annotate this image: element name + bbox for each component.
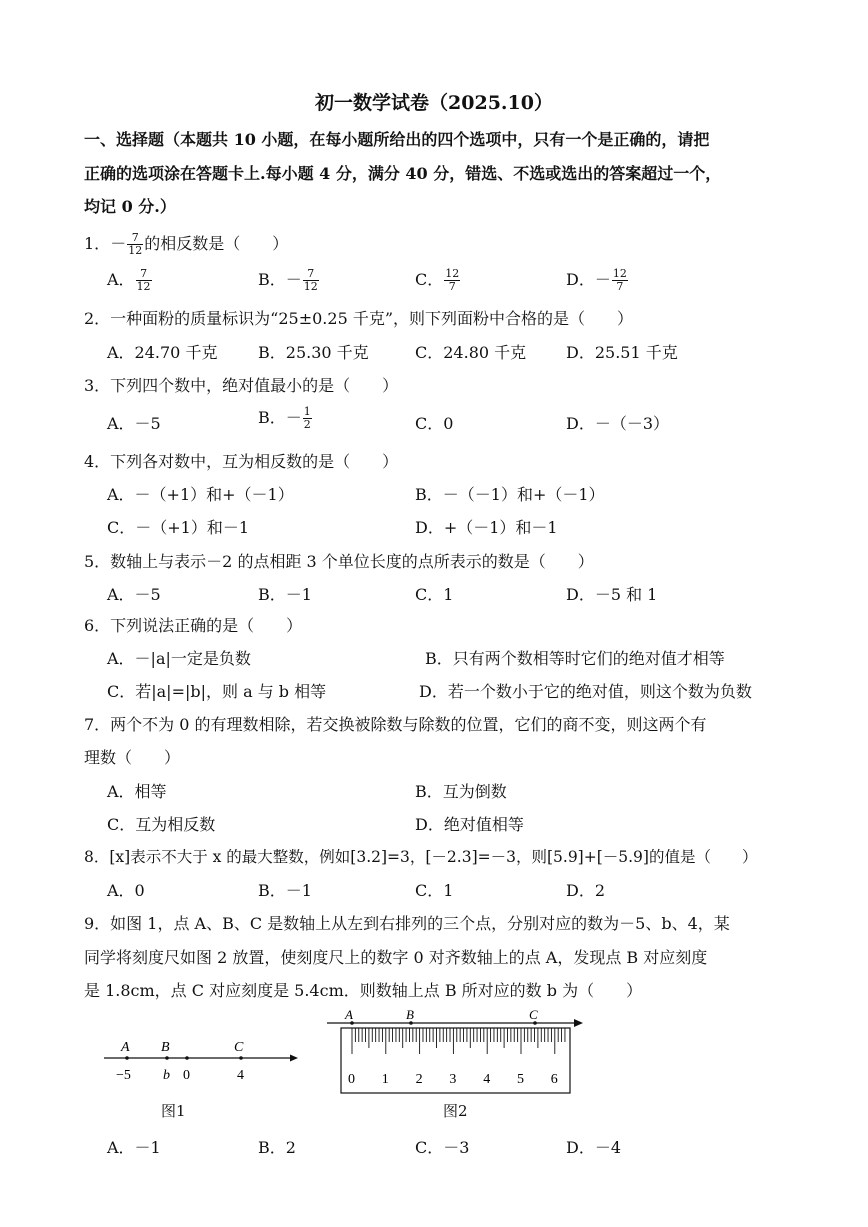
q1-option-c[interactable]	[415, 267, 461, 293]
fraction-numerator: 7	[127, 232, 143, 245]
q6-option-b[interactable]: B．只有两个数相等时它们的绝对值才相等	[425, 649, 725, 668]
q9-option-b[interactable]: B．2	[258, 1138, 296, 1157]
q2-option-d[interactable]: D．25.51 千克	[566, 343, 678, 362]
q5-option-d[interactable]: D．－5 和 1	[566, 585, 658, 604]
option-label: D．－	[566, 270, 611, 289]
question-3-stem: 3．下列四个数中，绝对值最小的是（ ）	[84, 376, 399, 395]
q6-option-c[interactable]: C．若|a|=|b|，则 a 与 b 相等	[107, 682, 327, 701]
point-b-dot	[165, 1056, 169, 1060]
option-label: A．	[107, 270, 135, 289]
q7-option-d[interactable]: D．绝对值相等	[415, 815, 524, 834]
option-fraction	[612, 268, 628, 293]
figure-1-caption: 图1	[161, 1102, 186, 1120]
q7-option-c[interactable]: C．互为相反数	[107, 815, 216, 834]
q3-option-a[interactable]: A．－5	[107, 414, 161, 433]
point-a-label: A	[345, 1007, 353, 1022]
q9-option-c[interactable]: C．－3	[415, 1138, 470, 1157]
ruler-label: 1	[381, 1072, 389, 1087]
ruler-ticks	[352, 1028, 565, 1054]
ruler-label: 3	[449, 1072, 457, 1087]
figure-2-ruler	[325, 1007, 595, 1099]
question-4-stem: 4．下列各对数中，互为相反数的是（ ）	[84, 452, 399, 471]
fraction-denominator: 12	[136, 280, 151, 293]
point-a-dot	[125, 1056, 129, 1060]
question-6-stem: 6．下列说法正确的是（ ）	[84, 616, 303, 635]
value-b-label: b	[163, 1068, 170, 1083]
stem-sign: －	[110, 234, 127, 253]
q4-option-b[interactable]: B．－（－1）和+（－1）	[415, 485, 605, 504]
point-b-label: B	[406, 1007, 414, 1022]
option-label: B．－	[258, 270, 302, 289]
q1-option-a[interactable]	[107, 267, 153, 293]
fraction-denominator: 2	[303, 418, 311, 431]
fraction-numerator: 7	[136, 268, 152, 281]
q3-option-c[interactable]: C．0	[415, 414, 454, 433]
q4-option-a[interactable]: A．－（+1）和+（－1）	[107, 485, 294, 504]
q3-option-b[interactable]	[258, 405, 313, 431]
fraction-numerator: 7	[303, 268, 319, 281]
question-9-stem-line3: 是 1.8cm，点 C 对应刻度是 5.4cm．则数轴上点 B 所对应的数 b 为（ ）	[84, 981, 643, 1000]
q7-option-b[interactable]: B．互为倒数	[415, 782, 507, 801]
point-a-label: A	[121, 1040, 130, 1055]
ruler-label: 5	[517, 1072, 524, 1087]
option-fraction	[444, 268, 460, 293]
q6-option-d[interactable]: D．若一个数小于它的绝对值，则这个数为负数	[419, 682, 752, 701]
q5-option-a[interactable]: A．－5	[107, 585, 161, 604]
q3-option-d[interactable]: D．－（－3）	[566, 414, 670, 433]
question-number: 1．	[84, 234, 111, 253]
fraction-denominator: 7	[616, 280, 624, 293]
fraction-denominator: 12	[128, 244, 143, 257]
ruler-label: 2	[415, 1072, 423, 1087]
q9-option-a[interactable]: A．－1	[107, 1138, 161, 1157]
origin-dot	[185, 1056, 189, 1060]
point-b-label: B	[161, 1040, 170, 1055]
value-c-label: 4	[237, 1068, 244, 1083]
ruler-labels	[348, 1072, 558, 1087]
section-instructions-line3: 均记 0 分.）	[84, 197, 176, 216]
q8-option-b[interactable]: B．－1	[258, 881, 312, 900]
axis-arrow	[290, 1055, 298, 1062]
q8-option-d[interactable]: D．2	[566, 881, 606, 900]
figure-1-number-line	[100, 1035, 310, 1090]
question-9-stem-line1: 9．如图 1，点 A、B、C 是数轴上从左到右排列的三个点，分别对应的数为－5、b、4，某	[84, 914, 730, 933]
value-a-label: −5	[116, 1068, 131, 1083]
point-c-label: C	[529, 1007, 538, 1022]
question-1-stem	[84, 231, 288, 257]
fraction-denominator: 7	[448, 280, 456, 293]
question-9-stem-line2: 同学将刻度尺如图 2 放置，使刻度尺上的数字 0 对齐数轴上的点 A，发现点 B 对应刻度	[84, 948, 708, 967]
fraction-numerator: 1	[303, 405, 311, 418]
section-instructions-line1: 一、选择题（本题共 10 小题，在每小题所给出的四个选项中，只有一个是正确的，请把	[84, 130, 710, 149]
q1-option-b[interactable]	[258, 267, 320, 293]
q6-option-a[interactable]: A．－|a|一定是负数	[107, 649, 251, 668]
ruler-label: 6	[550, 1072, 558, 1087]
ruler-label: 0	[348, 1072, 355, 1087]
option-fraction	[303, 268, 319, 293]
q2-option-a[interactable]: A．24.70 千克	[107, 343, 218, 362]
q4-option-c[interactable]: C．－（+1）和－1	[107, 518, 250, 537]
stem-tail: 的相反数是（ ）	[144, 234, 289, 253]
q5-option-b[interactable]: B．－1	[258, 585, 312, 604]
figure-2-caption: 图2	[443, 1102, 468, 1120]
q5-option-c[interactable]: C．1	[415, 585, 454, 604]
page-title: 初一数学试卷（2025.10）	[315, 92, 553, 114]
ruler-label: 4	[483, 1072, 491, 1087]
q8-option-c[interactable]: C．1	[415, 881, 454, 900]
point-c-dot	[239, 1056, 243, 1060]
value-origin-label: 0	[183, 1068, 190, 1083]
q2-option-b[interactable]: B．25.30 千克	[258, 343, 369, 362]
stem-fraction	[127, 232, 143, 257]
axis-arrow	[574, 1019, 583, 1027]
point-c-label: C	[234, 1040, 244, 1055]
fraction-denominator: 12	[303, 280, 318, 293]
q9-option-d[interactable]: D．－4	[566, 1138, 622, 1157]
section-instructions-line2: 正确的选项涂在答题卡上.每小题 4 分，满分 40 分，错选、不选或选出的答案超过一个，	[84, 164, 722, 183]
question-2-stem: 2．一种面粉的质量标识为“25±0.25 千克”，则下列面粉中合格的是（ ）	[84, 309, 634, 328]
question-7-stem-line1: 7．两个不为 0 的有理数相除，若交换被除数与除数的位置，它们的商不变，则这两个有	[84, 715, 707, 734]
fraction-numerator: 12	[612, 267, 627, 280]
fraction-numerator: 12	[445, 267, 460, 280]
q8-option-a[interactable]: A．0	[107, 881, 145, 900]
option-fraction	[303, 406, 312, 431]
q4-option-d[interactable]: D．+（－1）和－1	[415, 518, 558, 537]
option-label: B．－	[258, 408, 302, 427]
q7-option-a[interactable]: A．相等	[107, 782, 167, 801]
q1-option-d[interactable]	[566, 267, 629, 293]
question-5-stem: 5．数轴上与表示－2 的点相距 3 个单位长度的点所表示的数是（ ）	[84, 552, 594, 571]
question-8-stem: 8．[x]表示不大于 x 的最大整数，例如[3.2]=3，[－2.3]=－3，则[5.9]+[－5.9]的值是（ ）	[84, 848, 758, 866]
question-7-stem-line2: 理数（ ）	[84, 748, 181, 767]
option-label: C．	[415, 270, 444, 289]
q2-option-c[interactable]: C．24.80 千克	[415, 343, 527, 362]
option-fraction	[136, 268, 152, 293]
